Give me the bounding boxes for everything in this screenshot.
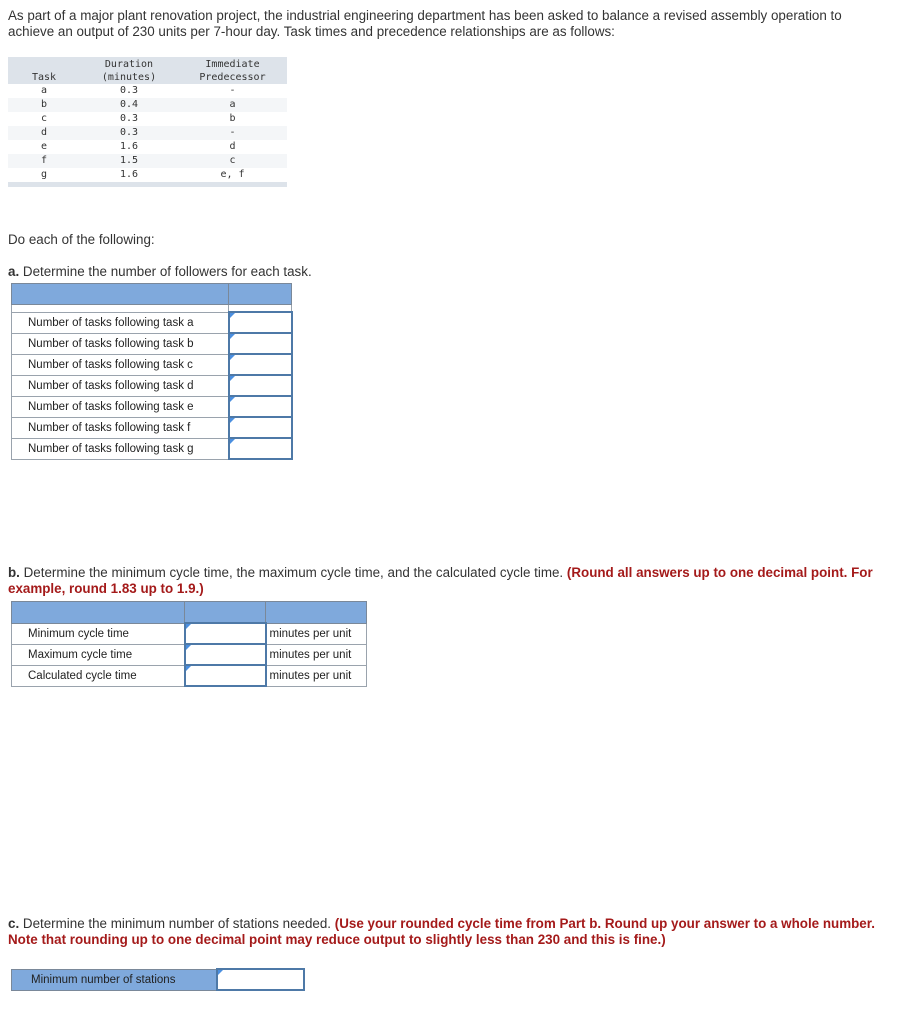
part-a-text: Determine the number of followers for each task.	[19, 264, 312, 279]
cycle-header-label	[12, 602, 185, 624]
followers-header-label	[12, 284, 229, 305]
part-b-label: b.	[8, 565, 20, 580]
followers-row-label: Number of tasks following task c	[12, 354, 229, 375]
header-duration: Duration (minutes)	[80, 57, 178, 84]
cycle-row-label: Maximum cycle time	[12, 644, 185, 665]
header-predecessor: Immediate Predecessor	[178, 57, 287, 84]
task-duration: 0.3	[80, 126, 178, 140]
followers-row-label: Number of tasks following task f	[12, 417, 229, 438]
answer-field[interactable]	[186, 666, 265, 685]
task-duration: 0.3	[119, 85, 139, 96]
cycle-unit: minutes per unit	[266, 644, 367, 665]
followers-row	[12, 396, 292, 417]
answer-field[interactable]	[230, 376, 291, 395]
task-id: e	[40, 141, 48, 152]
cycle-row-label: Calculated cycle time	[12, 665, 185, 686]
part-b-text: Determine the minimum cycle time, the maximum cycle time, and the calculated cycle time.	[19, 565, 567, 580]
answer-field[interactable]	[218, 972, 303, 988]
followers-c-input[interactable]	[229, 354, 292, 375]
task-predecessor: d	[229, 141, 236, 152]
stations-table	[11, 968, 305, 991]
cycle-unit: minutes per unit	[266, 665, 367, 686]
cycle-header-unit	[266, 602, 367, 624]
part-a-label: a.	[8, 264, 20, 279]
task-id: g	[40, 169, 48, 180]
answer-field[interactable]	[230, 313, 291, 332]
task-predecessor: e, f	[220, 169, 245, 180]
cycle-row	[12, 623, 367, 644]
followers-row	[12, 312, 292, 333]
followers-row	[12, 375, 292, 396]
stations-label: Minimum number of stations	[12, 969, 218, 990]
followers-row-label: Number of tasks following task e	[12, 396, 229, 417]
calc-cycle-time-input[interactable]	[185, 665, 266, 686]
followers-row	[12, 417, 292, 438]
task-predecessor: b	[229, 113, 236, 124]
followers-table-header	[12, 284, 292, 305]
part-c-text: Determine the minimum number of stations needed.	[19, 916, 335, 931]
answer-field[interactable]	[186, 624, 265, 643]
followers-d-input[interactable]	[229, 375, 292, 396]
task-table	[8, 57, 287, 187]
task-row	[8, 126, 287, 140]
cycle-header-answer	[185, 602, 266, 624]
part-a-heading	[8, 264, 312, 280]
answer-field[interactable]	[230, 397, 291, 416]
max-cycle-time-input[interactable]	[185, 644, 266, 665]
task-row	[8, 140, 287, 154]
followers-e-input[interactable]	[229, 396, 292, 417]
task-predecessor: -	[229, 85, 236, 96]
instructions: Do each of the following:	[8, 232, 155, 247]
task-table-header	[8, 57, 287, 84]
part-c-label: c.	[8, 916, 20, 931]
part-b-heading	[8, 565, 888, 597]
task-table-footer	[8, 182, 287, 187]
task-duration: 0.3	[119, 113, 139, 124]
task-row	[8, 98, 287, 112]
task-row	[8, 84, 287, 98]
cycle-row-label: Minimum cycle time	[12, 623, 185, 644]
task-id: d	[8, 126, 80, 140]
followers-row-label: Number of tasks following task a	[12, 312, 229, 333]
answer-field[interactable]	[230, 418, 291, 437]
task-row	[8, 168, 287, 182]
followers-table	[11, 283, 293, 460]
task-id: f	[8, 154, 80, 168]
task-id: b	[8, 98, 80, 112]
task-id: c	[40, 113, 48, 124]
header-task: Task	[8, 57, 80, 84]
part-c-note: (Use your rounded cycle time from Part b. Round up your answer to a whole number. Note that rounding up to one decimal point may reduce output to slightly less than 230 and this is fine.)	[8, 916, 875, 947]
task-duration: 1.6	[119, 141, 139, 152]
cycle-unit: minutes per unit	[266, 623, 367, 644]
min-stations-input[interactable]	[217, 969, 304, 990]
task-duration: 0.4	[80, 98, 178, 112]
task-row	[8, 112, 287, 126]
followers-g-input[interactable]	[229, 438, 292, 459]
followers-row-label: Number of tasks following task g	[12, 438, 229, 459]
answer-field[interactable]	[230, 439, 291, 458]
cycle-row	[12, 665, 367, 686]
followers-b-input[interactable]	[229, 333, 292, 354]
answer-field[interactable]	[230, 334, 291, 353]
task-row	[8, 154, 287, 168]
cycle-time-table	[11, 601, 367, 687]
followers-row-label: Number of tasks following task d	[12, 375, 229, 396]
followers-row	[12, 333, 292, 354]
min-cycle-time-input[interactable]	[185, 623, 266, 644]
answer-field[interactable]	[186, 645, 265, 664]
task-duration: 1.5	[80, 154, 178, 168]
cycle-table-header	[12, 602, 367, 624]
followers-f-input[interactable]	[229, 417, 292, 438]
task-predecessor: c	[178, 154, 287, 168]
problem-statement: As part of a major plant renovation project, the industrial engineering department has been asked to balance a revised assembly operation to achieve an output of 230 units per 7-hour day. Task times and precedence relationships are as follows:	[8, 8, 842, 39]
followers-header-answer	[229, 284, 292, 305]
answer-field[interactable]	[230, 355, 291, 374]
part-c-heading	[8, 916, 888, 948]
followers-row-label: Number of tasks following task b	[12, 333, 229, 354]
task-id: a	[40, 85, 48, 96]
followers-row	[12, 438, 292, 459]
followers-a-input[interactable]	[229, 312, 292, 333]
task-predecessor: a	[178, 98, 287, 112]
task-predecessor: -	[178, 126, 287, 140]
followers-row	[12, 354, 292, 375]
cycle-row	[12, 644, 367, 665]
stations-row	[12, 969, 305, 990]
part-b-note: (Round all answers up to one decimal point. For example, round 1.83 up to 1.9.)	[8, 565, 873, 596]
task-duration: 1.6	[119, 169, 139, 180]
